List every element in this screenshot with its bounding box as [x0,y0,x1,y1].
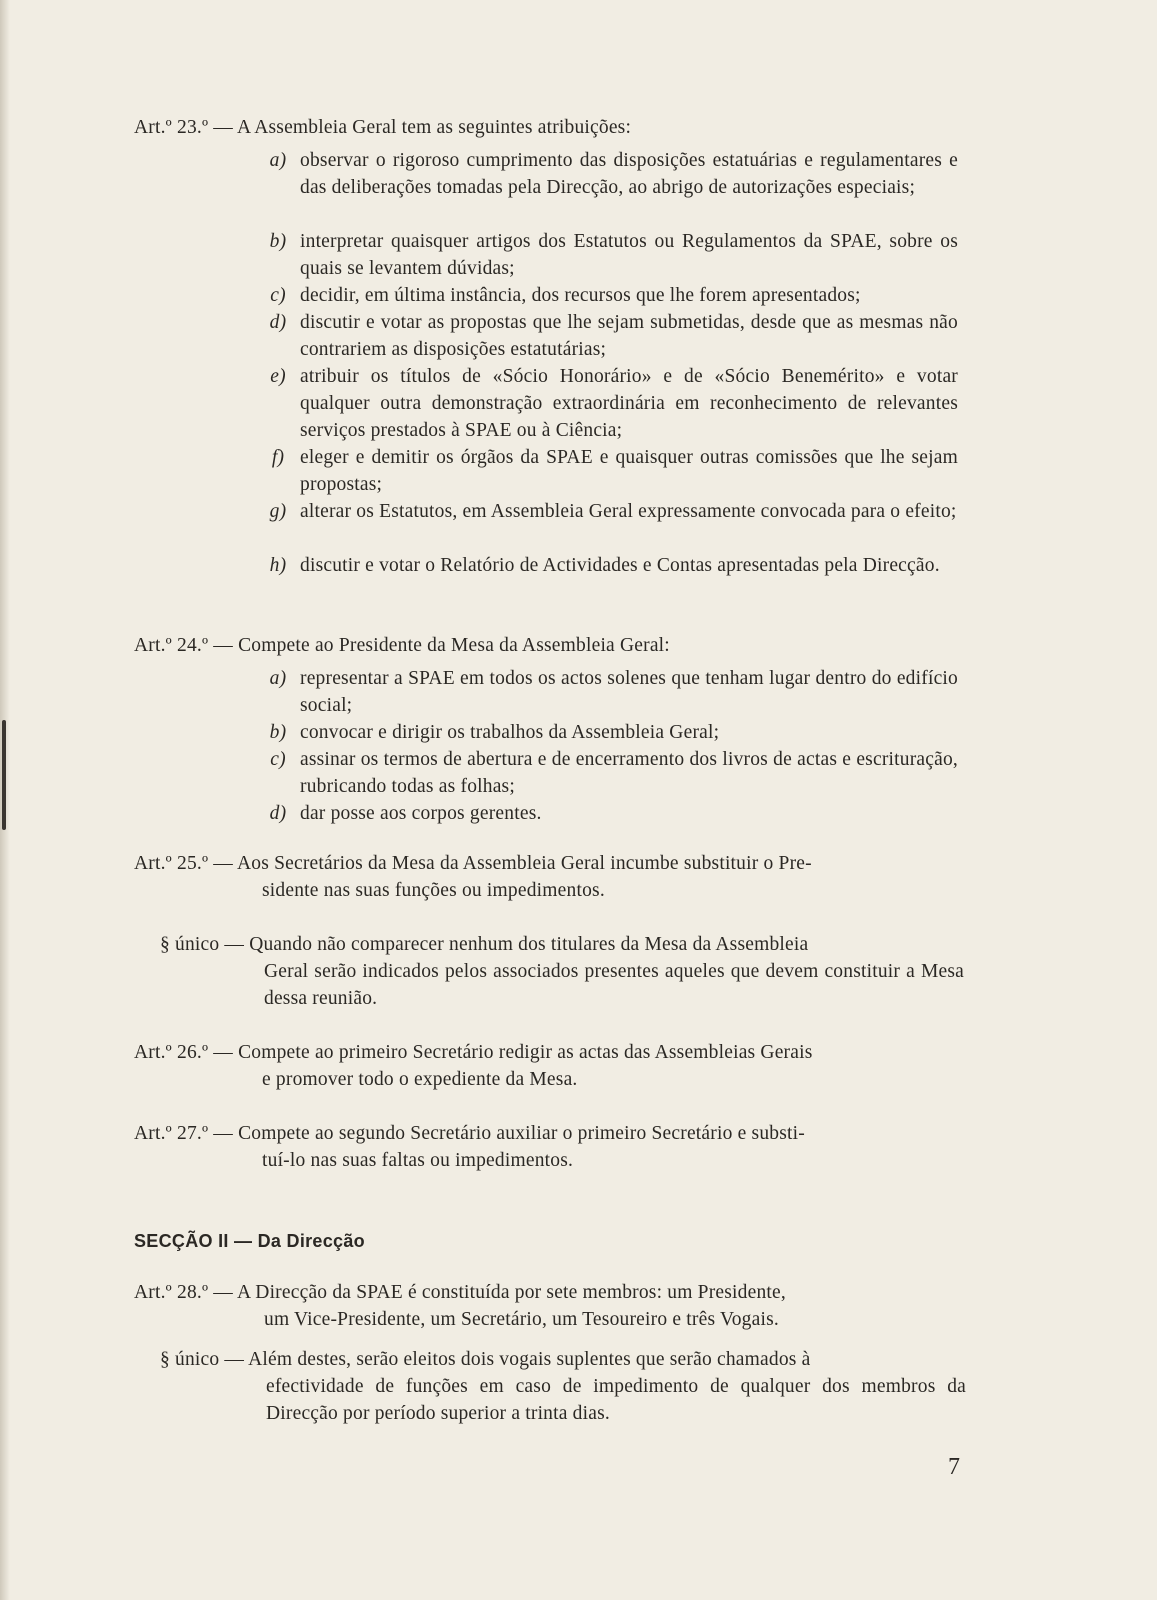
art28-line1 [134,1279,964,1306]
item-text: eleger e demitir os órgãos da SPAE e quaisquer outras comissões que lhe sejam propostas; [300,447,958,495]
art24-heading [134,632,964,659]
item-letter: b) [269,722,287,743]
item-letter: a) [269,668,287,689]
item-text: assinar os termos de abertura e de encerramento dos livros de actas e escrituração, rubricando todas as folhas; [300,749,958,797]
item-letter: d) [269,803,287,824]
art27-text-start: Compete ao segundo Secretário auxiliar o primeiro Secretário e substi- [238,1123,805,1144]
item-text: atribuir os títulos de «Sócio Honorário» e de «Sócio Benemérito» e votar qualquer outra demonstração extraordinária em reconhecimento de relevantes serviços prestados à SPAE ou à Ciência; [300,366,958,441]
item-text: discutir e votar as propostas que lhe sejam submetidas, desde que as mesmas não contrariem as disposições estatutárias; [300,312,958,360]
art27-text-rest: tuí-lo nas suas faltas ou impedimentos. [262,1150,574,1171]
item-text: interpretar quaisquer artigos dos Estatutos ou Regulamentos da SPAE, sobre os quais se levantem dúvidas; [300,231,958,279]
item-text: representar a SPAE em todos os actos solenes que tenham lugar dentro do edifício social; [300,668,958,716]
item-letter: d) [269,312,287,333]
item-text: discutir e votar o Relatório de Actividades e Contas apresentadas pela Direcção. [300,555,940,576]
art28-unico-text-rest: efectividade de funções em caso de impedimento de qualquer dos membros da Direcção por período superior a trinta dias. [266,1376,966,1424]
art27-line1 [134,1120,964,1147]
binding-mark [2,720,6,830]
art28-unico-text-start: Além destes, serão eleitos dois vogais suplentes que serão chamados à [248,1349,811,1370]
art28-label: Art.º 28.º — [134,1282,233,1303]
item-letter: f) [271,447,285,468]
item-letter: g) [269,501,287,522]
art26-text-start: Compete ao primeiro Secretário redigir as actas das Assembleias Gerais [238,1042,813,1063]
item-letter: e) [270,366,286,387]
art25-unico-line1 [160,931,964,958]
art23-heading [134,114,964,141]
page-number: 7 [948,1454,961,1480]
art24-intro: Compete ao Presidente da Mesa da Assembleia Geral: [238,635,670,656]
art24-label: Art.º 24.º — [134,635,233,656]
item-letter: a) [269,150,287,171]
art25-text-rest: sidente nas suas funções ou impedimentos. [262,880,605,901]
art28-text-rest: um Vice-Presidente, um Secretário, um Tesoureiro e três Vogais. [264,1309,779,1330]
section-heading: SECÇÃO II — Da Direcção [134,1231,365,1251]
art27-label: Art.º 27.º — [134,1123,233,1144]
item-letter: c) [270,749,286,770]
item-text: observar o rigoroso cumprimento das disposições estatuárias e regulamentares e das deliberações tomadas pela Direcção, ao abrigo de autorizações especiais; [300,150,958,198]
item-letter: h) [269,555,287,576]
art28-unico-label: § único — [160,1349,245,1370]
item-text: convocar e dirigir os trabalhos da Assembleia Geral; [300,722,720,743]
art26-text-rest: e promover todo o expediente da Mesa. [262,1069,578,1090]
item-text: dar posse aos corpos gerentes. [300,803,542,824]
item-text: decidir, em última instância, dos recursos que lhe forem apresentados; [300,285,861,306]
art25-unico-text-rest: Geral serão indicados pelos associados presentes aqueles que devem constituir a Mesa dessa reunião. [264,961,964,1009]
art25-text-start: Aos Secretários da Mesa da Assembleia Geral incumbe substituir o Pre- [237,853,812,874]
item-text: alterar os Estatutos, em Assembleia Geral expressamente convocada para o efeito; [300,501,957,522]
art25-unico-label: § único — [160,934,245,955]
art26-line1 [134,1039,964,1066]
art28-unico-line1 [160,1346,966,1373]
art23-label: Art.º 23.º — [134,117,233,138]
art28-text-start: A Direcção da SPAE é constituída por sete membros: um Presidente, [237,1282,786,1303]
art23-intro: A Assembleia Geral tem as seguintes atribuições: [237,117,632,138]
art26-label: Art.º 26.º — [134,1042,233,1063]
item-letter: b) [269,231,287,252]
art25-label: Art.º 25.º — [134,853,233,874]
item-letter: c) [270,285,286,306]
art25-unico-text-start: Quando não comparecer nenhum dos titulares da Mesa da Assembleia [249,934,809,955]
art25-line1 [134,850,964,877]
